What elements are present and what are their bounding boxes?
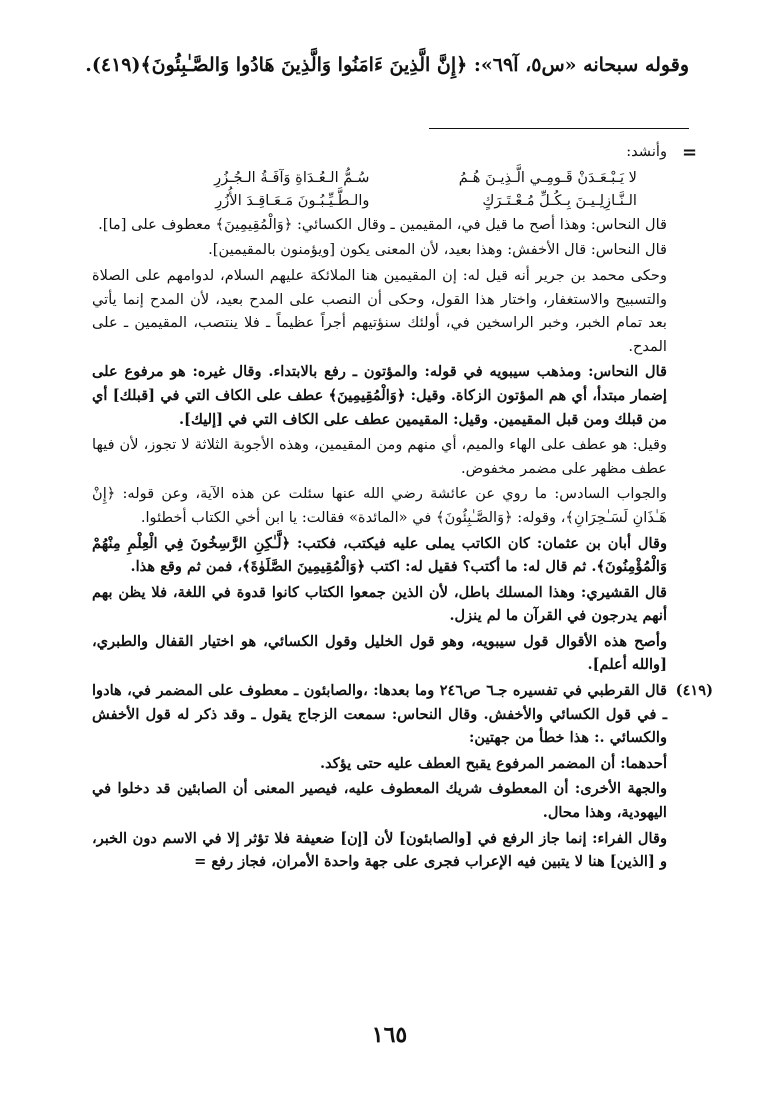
main-verse-line: وقوله سبحانه «س٥، آ٦٩»: ﴿إِنَّ الَّذِينَ ءَامَنُوا وَالَّذِينَ هَادُوا وَالصَّـٰبِئُونَ﴾(٤١٩). [85,54,689,76]
paragraph: قال النحاس: وهذا أصح ما قيل في، المقيمين ـ وقال الكسائي: ﴿وَالْمُقِيمِينَ﴾ معطوف على [ما]. [98,215,667,233]
paragraph: أحدهما: أن المضمر المرفوع يقبح العطف عليه حتى يؤكد. [320,754,667,772]
footnotes-block [92,140,713,876]
footnote-number: (٤١٩) [675,682,713,700]
paragraph: والجواب السادس: ما روي عن عائشة رضي الله عنها سئلت عن هذه الآية، وعن قوله: ﴿إِنْ هَـٰذَانِ لَسَـٰحِرَانِ﴾، وقوله: ﴿وَالصَّـٰبِئُونَ﴾ في «المائدة» فقالت: يا ابن أخي الكتاب أخطئوا. [92,485,667,526]
paragraph: والجهة الأخرى: أن المعطوف شريك المعطوف عليه، فيصير المعنى أن الصابئين قد دخلوا في اليهودية، وهذا محال. [92,780,667,822]
paragraph: قال النحاس: قال الأخفش: وهذا بعيد، لأن المعنى يكون [ويؤمنون بالمقيمين]. [208,241,667,259]
verse-hemistich: الـنَّـازِلِـيـنَ بِـكُـلِّ مُـعْـتَـرَكٍ [482,192,637,210]
paragraph: وأصح هذه الأقوال قول سيبويه، وهو قول الخليل وقول الكسائي، هو اختيار القفال والطبري، [والله أعلم]. [92,632,667,674]
verse-row [92,189,667,213]
verse-hemistich: والـطَّـيِّـبُـونَ مَـعَـاقِـدَ الأُزُرِ [215,192,370,210]
paragraph: قال القشيري: وهذا المسلك باطل، لأن الذين جمعوا الكتاب كانوا قدوة في اللغة، فلا يظن بهم أنهم يدرجون في القرآن ما لم ينزل. [92,583,667,625]
verse-hemistich: لا يَـبْـعَـدَنْ قَـومِـي الَّـذِيـنَ هُـمُ [458,168,637,186]
paragraph: وقال أبان بن عثمان: كان الكاتب يملى عليه فيكتب، فكتب: ﴿لَّـٰكِنِ الرَّٰسِخُونَ فِي الْعِلْمِ مِنْهُمْ وَالْمُؤْمِنُونَ﴾. ثم قال له: ما أكتب؟ فقيل له: اكتب ﴿وَالْمُقِيمِينَ الصَّلَوٰةَ﴾، فمن ثم وقع هذا. [92,534,667,576]
footnote-separator-rule [429,128,689,129]
footnote-419 [92,679,713,750]
paragraph: وقال الفراء: إنما جاز الرفع في [والصابئون] لأن [إن] ضعيفة فلا تؤثر إلا في الاسم دون الخبر، و [الذين] هنا لا يتبين فيه الإعراب فجرى على جهة واحدة الأمران، فجاز رفع = [92,829,667,871]
continuation-mark: = [682,142,698,163]
poetry-verses [92,166,667,213]
verse-hemistich: سُـمُّ الـعُـدَاةِ وَآفَـةُ الـجُـزُرِ [214,168,370,186]
footnote-text: قال القرطبي في تفسيره جـ٦ ص٢٤٦ وما بعدها: ،والصابئون ـ معطوف على المضمر في، هادوا ـ في قول الكسائي والأخفش. وقال النحاس: سمعت الزجاج يقول ـ وقد ذكر له قول الأخفش والكسائي .: هذا خطأ من جهتين: [92,682,667,747]
page-number: ١٦٥ [371,1022,408,1048]
verse-row [92,166,667,190]
paragraph: قال النحاس: ومذهب سيبويه في قوله: والمؤتون ـ رفع بالابتداء. وقال غيره: هو مرفوع على إضمار مبتدأ، أي هم المؤتون الزكاة. وقيل: ﴿وَالْمُقِيمِينَ﴾ عطف على الكاف التي في [قبلك] أي من قبلك ومن قبل المقيمين. وقيل: المقيمين عطف على الكاف التي في [إليك]. [92,363,667,428]
anshad-label: وأنشد: [626,143,667,160]
paragraph: وقيل: هو عطف على الهاء والميم، أي منهم ومن المقيمين، وهذه الأجوبة الثلاثة لا تجوز، لأن فيها عطف مظهر على مضمر مخفوض. [92,436,667,477]
paragraph: وحكى محمد بن جرير أنه قيل له: إن المقيمين هنا الملائكة عليهم السلام، لدوامهم على الصلاة والتسبيح والاستغفار، واختار هذا القول، وحكى أن النصب على المدح بعيد، لأن المدح إنما يأتي بعد تمام الخبر، وخبر الراسخين في، أولئك سنؤتيهم أجراً عظيماً ـ فلا ينتصب، المقيمين ـ على المدح. [92,266,667,355]
